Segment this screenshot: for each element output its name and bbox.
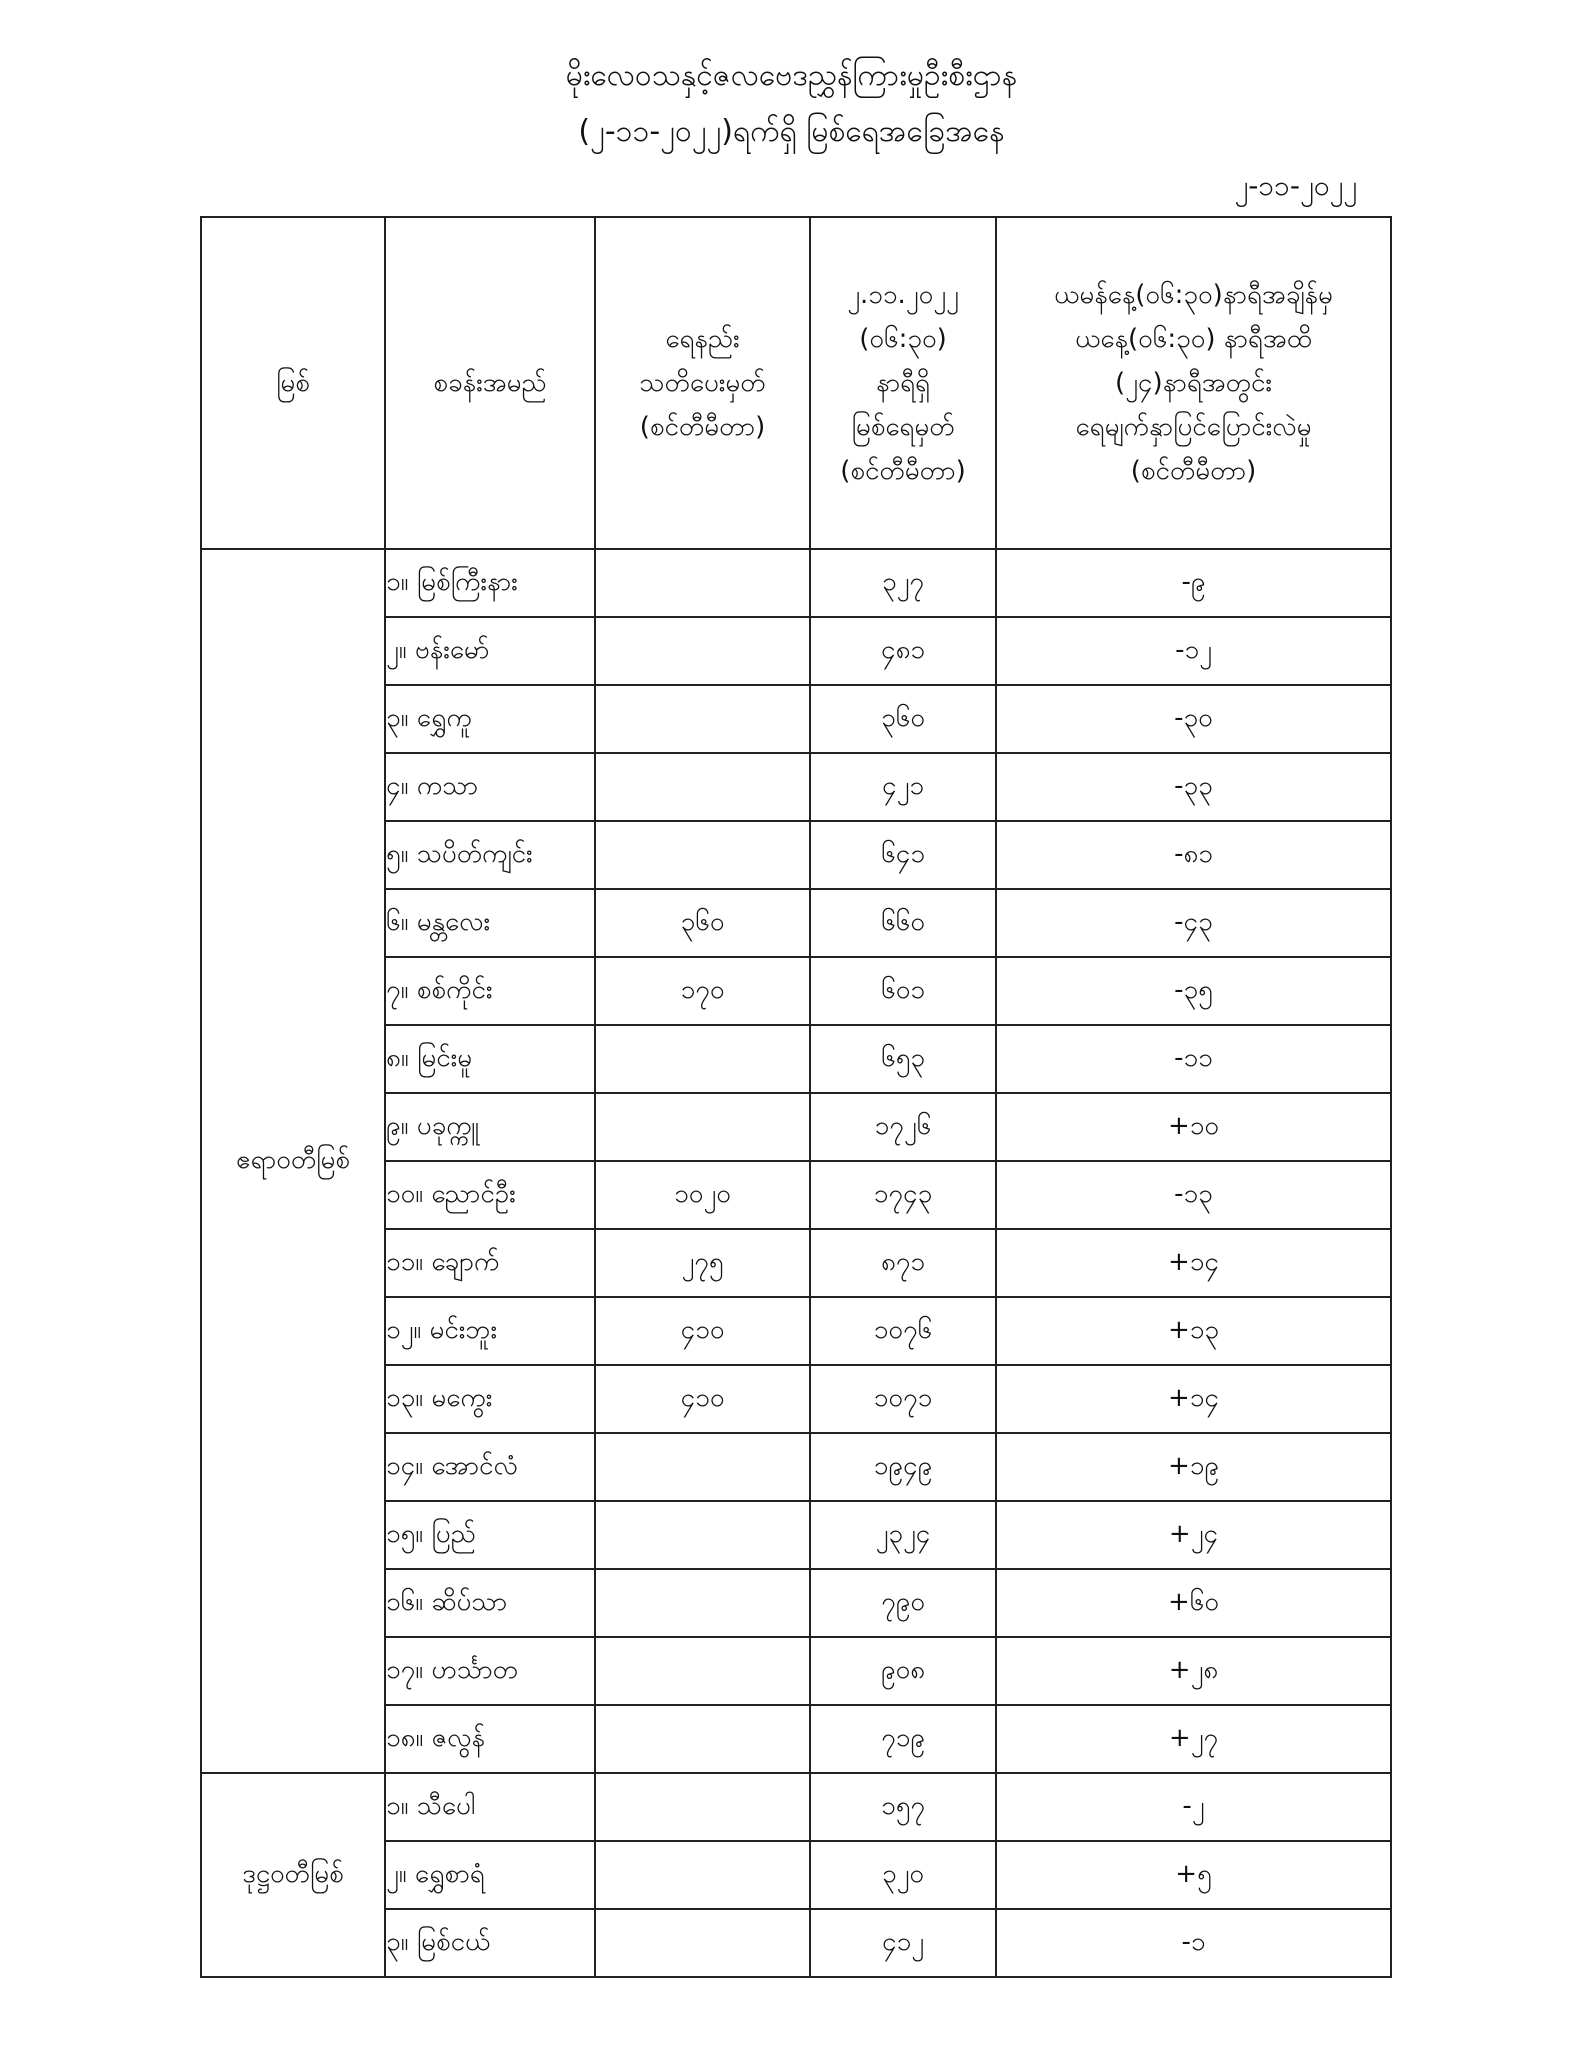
change-cell: +၁၉ bbox=[996, 1433, 1391, 1501]
change-cell: +၂၄ bbox=[996, 1501, 1391, 1569]
alert-level-cell bbox=[595, 1841, 810, 1909]
header-change-line: ယမန်နေ့(၀၆:၃၀)နာရီအချိန်မှ bbox=[1054, 280, 1333, 310]
water-level-cell: ၁၉၄၉ bbox=[810, 1433, 996, 1501]
water-level-cell: ၉၀၈ bbox=[810, 1637, 996, 1705]
alert-level-cell bbox=[595, 1705, 810, 1773]
change-cell: -၁ bbox=[996, 1909, 1391, 1977]
water-level-cell: ၈၇၁ bbox=[810, 1229, 996, 1297]
alert-level-cell bbox=[595, 1773, 810, 1841]
change-cell: +၆၀ bbox=[996, 1569, 1391, 1637]
station-name-cell: ၃။ ရွှေကူ bbox=[385, 685, 595, 753]
change-cell: -၁၃ bbox=[996, 1161, 1391, 1229]
header-danger-level-line: ရေနည်း bbox=[665, 324, 740, 354]
alert-level-cell: ၂၇၅ bbox=[595, 1229, 810, 1297]
alert-level-cell: ၁၇၀ bbox=[595, 957, 810, 1025]
change-cell: +၂၇ bbox=[996, 1705, 1391, 1773]
station-name-cell: ၆။ မန္တလေး bbox=[385, 889, 595, 957]
header-water-level-line: နာရီရှိ bbox=[875, 368, 930, 398]
alert-level-cell bbox=[595, 1637, 810, 1705]
header-river: မြစ် bbox=[201, 217, 385, 549]
water-level-cell: ၃၂၇ bbox=[810, 549, 996, 617]
station-name-cell: ၂။ ရွှေစာရံ bbox=[385, 1841, 595, 1909]
header-water-level-line: ၂.၁၁.၂၀၂၂ bbox=[847, 280, 959, 310]
water-level-cell: ၄၁၂ bbox=[810, 1909, 996, 1977]
change-cell: +၁၀ bbox=[996, 1093, 1391, 1161]
station-name-cell: ၂။ ဗန်းမော် bbox=[385, 617, 595, 685]
station-name-cell: ၁၄။ အောင်လံ bbox=[385, 1433, 595, 1501]
header-danger-level-line: သတိပေးမှတ် bbox=[639, 368, 766, 398]
station-name-cell: ၁၂။ မင်းဘူး bbox=[385, 1297, 595, 1365]
water-level-cell: ၁၇၄၃ bbox=[810, 1161, 996, 1229]
water-level-cell: ၆၅၃ bbox=[810, 1025, 996, 1093]
alert-level-cell bbox=[595, 1093, 810, 1161]
table-header-row bbox=[201, 217, 1391, 549]
water-level-cell: ၇၉၀ bbox=[810, 1569, 996, 1637]
alert-level-cell bbox=[595, 821, 810, 889]
header-change-line: ရေမျက်နှာပြင်ပြောင်းလဲမှု bbox=[1075, 412, 1312, 442]
table-row bbox=[201, 1773, 1391, 1841]
change-cell: +၁၄ bbox=[996, 1229, 1391, 1297]
change-cell: +၁၃ bbox=[996, 1297, 1391, 1365]
header-change-line: ယနေ့(၀၆:၃၀) နာရီအထိ bbox=[1075, 324, 1312, 354]
alert-level-cell: ၁၀၂၀ bbox=[595, 1161, 810, 1229]
station-name-cell: ၄။ ကသာ bbox=[385, 753, 595, 821]
water-level-cell: ၇၁၉ bbox=[810, 1705, 996, 1773]
water-level-cell: ၄၂၁ bbox=[810, 753, 996, 821]
alert-level-cell bbox=[595, 549, 810, 617]
change-cell: -၂ bbox=[996, 1773, 1391, 1841]
river-name-cell: ဧရာဝတီမြစ် bbox=[201, 549, 385, 1773]
water-level-cell: ၁၅၇ bbox=[810, 1773, 996, 1841]
change-cell: -၁၂ bbox=[996, 617, 1391, 685]
header-water-level-line: မြစ်ရေမှတ် bbox=[851, 412, 955, 442]
alert-level-cell: ၃၆၀ bbox=[595, 889, 810, 957]
alert-level-cell bbox=[595, 753, 810, 821]
station-name-cell: ၃။ မြစ်ငယ် bbox=[385, 1909, 595, 1977]
change-cell: +၅ bbox=[996, 1841, 1391, 1909]
change-cell: -၁၁ bbox=[996, 1025, 1391, 1093]
station-name-cell: ၁။ မြစ်ကြီးနား bbox=[385, 549, 595, 617]
alert-level-cell bbox=[595, 1501, 810, 1569]
station-name-cell: ၅။ သပိတ်ကျင်း bbox=[385, 821, 595, 889]
station-name-cell: ၁၀။ ညောင်ဦး bbox=[385, 1161, 595, 1229]
station-name-cell: ၈။ မြင်းမူ bbox=[385, 1025, 595, 1093]
change-cell: -၃၀ bbox=[996, 685, 1391, 753]
change-cell: -၉ bbox=[996, 549, 1391, 617]
alert-level-cell bbox=[595, 1569, 810, 1637]
water-level-cell: ၃၂၀ bbox=[810, 1841, 996, 1909]
station-name-cell: ၁၃။ မကွေး bbox=[385, 1365, 595, 1433]
change-cell: -၃၃ bbox=[996, 753, 1391, 821]
water-level-cell: ၆၄၁ bbox=[810, 821, 996, 889]
header-change bbox=[996, 217, 1391, 549]
header-change-line: (စင်တီမီတာ) bbox=[1130, 456, 1257, 486]
change-cell: -၃၅ bbox=[996, 957, 1391, 1025]
water-level-cell: ၆၀၁ bbox=[810, 957, 996, 1025]
header-danger-level bbox=[595, 217, 810, 549]
water-level-cell: ၆၆၀ bbox=[810, 889, 996, 957]
alert-level-cell: ၄၁၀ bbox=[595, 1297, 810, 1365]
water-level-cell: ၃၆၀ bbox=[810, 685, 996, 753]
water-level-cell: ၁၀၇၆ bbox=[810, 1297, 996, 1365]
water-level-cell: ၁၀၇၁ bbox=[810, 1365, 996, 1433]
header-water-level-line: (၀၆:၃၀) bbox=[859, 324, 947, 354]
alert-level-cell bbox=[595, 1433, 810, 1501]
change-cell: -၄၃ bbox=[996, 889, 1391, 957]
alert-level-cell: ၄၁၀ bbox=[595, 1365, 810, 1433]
water-level-cell: ၂၃၂၄ bbox=[810, 1501, 996, 1569]
header-danger-level-line: (စင်တီမီတာ) bbox=[639, 412, 766, 442]
station-name-cell: ၁၈။ ဇလွန် bbox=[385, 1705, 595, 1773]
river-level-table bbox=[200, 216, 1392, 1978]
document-title: မိုးလေဝသနှင့်ဇလဗေဒညွှန်ကြားမှုဦးစီးဌာန bbox=[565, 58, 1018, 93]
station-name-cell: ၉။ ပခုက္ကူ bbox=[385, 1093, 595, 1161]
header-water-level-line: (စင်တီမီတာ) bbox=[840, 456, 966, 486]
header-water-level bbox=[810, 217, 996, 549]
station-name-cell: ၁၅။ ပြည် bbox=[385, 1501, 595, 1569]
alert-level-cell bbox=[595, 617, 810, 685]
alert-level-cell bbox=[595, 685, 810, 753]
header-station: စခန်းအမည် bbox=[385, 217, 595, 549]
report-date: ၂-၁၁-၂၀၂၂ bbox=[1234, 169, 1357, 202]
water-level-cell: ၁၇၂၆ bbox=[810, 1093, 996, 1161]
water-level-cell: ၄၈၁ bbox=[810, 617, 996, 685]
river-name-cell: ဒုဋ္ဌဝတီမြစ် bbox=[201, 1773, 385, 1977]
change-cell: -၈၁ bbox=[996, 821, 1391, 889]
station-name-cell: ၁၆။ ဆိပ်သာ bbox=[385, 1569, 595, 1637]
station-name-cell: ၇။ စစ်ကိုင်း bbox=[385, 957, 595, 1025]
station-name-cell: ၁။ သီပေါ bbox=[385, 1773, 595, 1841]
header-change-line: (၂၄)နာရီအတွင်း bbox=[1115, 368, 1272, 398]
station-name-cell: ၁၁။ ချောက် bbox=[385, 1229, 595, 1297]
table-row bbox=[201, 549, 1391, 617]
alert-level-cell bbox=[595, 1909, 810, 1977]
station-name-cell: ၁၇။ ဟင်္သာတ bbox=[385, 1637, 595, 1705]
alert-level-cell bbox=[595, 1025, 810, 1093]
document-subtitle: (၂-၁၁-၂၀၂၂)ရက်ရှိ မြစ်ရေအခြေအနေ bbox=[578, 114, 1005, 149]
change-cell: +၁၄ bbox=[996, 1365, 1391, 1433]
change-cell: +၂၈ bbox=[996, 1637, 1391, 1705]
